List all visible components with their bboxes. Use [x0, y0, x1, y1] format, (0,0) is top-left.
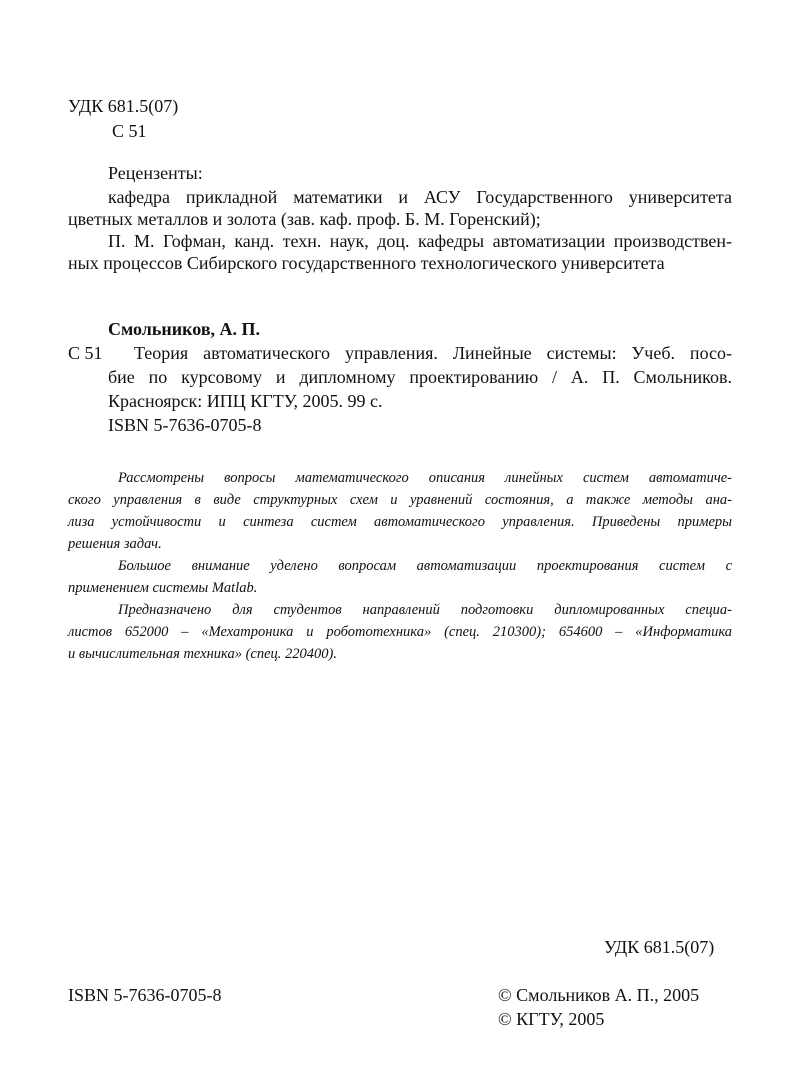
author-heading: Смольников, А. П.	[108, 319, 261, 339]
reviewers-heading: Рецензенты:	[108, 163, 203, 183]
annotation-p2-line-2: применением системы Matlab.	[68, 580, 258, 596]
copyright-organization: © КГТУ, 2005	[498, 1009, 605, 1029]
annotation-p2-line-1: Большое внимание уделено вопросам автоматизации проектирования систем с	[118, 558, 732, 574]
annotation-p3-line-2: листов 652000 – «Мехатроника и робототехника» (спец. 210300); 654600 – «Информатика	[68, 624, 732, 640]
bibliographic-imprint: Красноярск: ИПЦ КГТУ, 2005. 99 с.	[108, 391, 383, 411]
bibliographic-title-line-2: бие по курсовому и дипломному проектированию / А. П. Смольников.	[108, 367, 732, 387]
reviewer-1-line-1: кафедра прикладной математики и АСУ Государственного университета	[108, 187, 732, 207]
annotation-p1-line-2: ского управления в виде структурных схем и уравнений состояния, а также методы ана-	[68, 492, 732, 508]
reviewer-1-line-2: цветных металлов и золота (зав. каф. проф. Б. М. Горенский);	[68, 209, 541, 229]
reviewer-2-line-2: ных процессов Сибирского государственного технологического университета	[68, 253, 665, 273]
udc-index: УДК 681.5(07)	[68, 96, 179, 116]
bibliographic-isbn: ISBN 5-7636-0705-8	[108, 415, 262, 435]
annotation-p1-line-1: Рассмотрены вопросы математического описания линейных систем автоматиче-	[118, 470, 732, 486]
bbk-author-mark: С 51	[112, 121, 147, 141]
annotation-p3-line-3: и вычислительная техника» (спец. 220400).	[68, 646, 337, 662]
annotation-p3-line-1: Предназначено для студентов направлений подготовки дипломированных специа-	[118, 602, 732, 618]
bibliographic-title-line-1: Теория автоматического управления. Линейные системы: Учеб. посо-	[134, 343, 732, 363]
reviewer-2-line-1: П. М. Гофман, канд. техн. наук, доц. кафедры автоматизации производствен-	[108, 231, 732, 251]
copyright-author: © Смольников А. П., 2005	[498, 985, 700, 1005]
footer-isbn: ISBN 5-7636-0705-8	[68, 985, 222, 1005]
footer-udc-index: УДК 681.5(07)	[604, 937, 715, 957]
annotation-p1-line-4: решения задач.	[68, 536, 162, 552]
bibliographic-code: С 51	[68, 343, 103, 363]
annotation-p1-line-3: лиза устойчивости и синтеза систем автоматического управления. Приведены примеры	[68, 514, 732, 530]
